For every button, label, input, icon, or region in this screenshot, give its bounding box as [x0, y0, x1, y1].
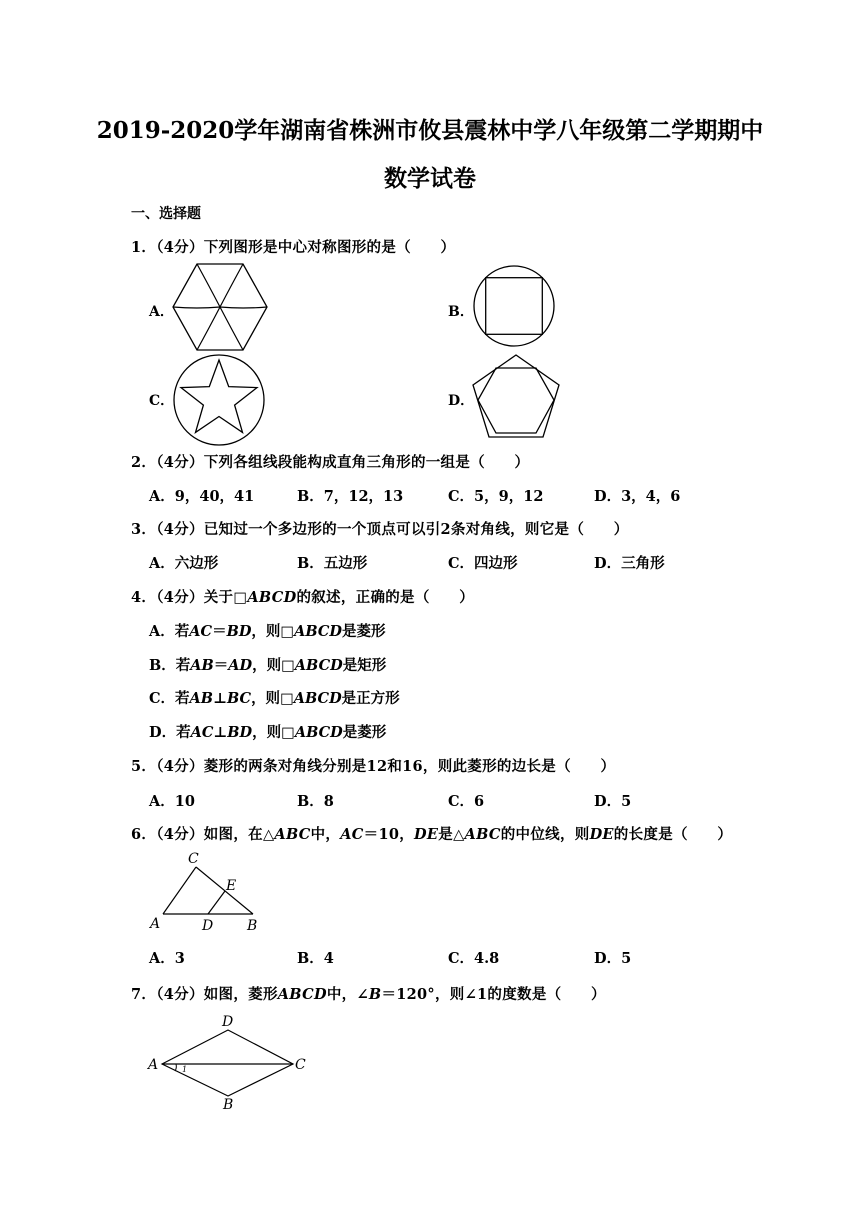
- option-a: A．若AC＝BD，则□ABCD是菱形: [149, 623, 386, 640]
- point-label-c: C: [188, 851, 199, 867]
- question-score: （4分）: [156, 758, 204, 775]
- question-3: [131, 518, 629, 539]
- option-a: A．10: [149, 793, 195, 810]
- option-a: A．9，40，41: [149, 488, 255, 505]
- question-number: 2．: [131, 454, 157, 471]
- option-b: B．7，12，13: [297, 488, 404, 505]
- hexagon-with-arcs-figure: [170, 262, 270, 352]
- option-d: D．若AC⊥BD，则□ABCD是菱形: [149, 724, 387, 741]
- vertex-label-d: D: [222, 1014, 234, 1030]
- point-label-d: D: [202, 918, 214, 934]
- question-stem: 下列各组线段能构成直角三角形的一组是（ ）: [203, 454, 530, 471]
- option-label: A．: [149, 304, 174, 320]
- question-5: [131, 755, 615, 776]
- option-a: A．3: [149, 950, 185, 967]
- option-b: B．五边形: [297, 555, 368, 572]
- vertex-label-c: C: [295, 1057, 306, 1073]
- option-d: D．3，4，6: [594, 488, 681, 505]
- question-stem: 已知过一个多边形的一个顶点可以引2条对角线，则它是（ ）: [203, 521, 629, 538]
- question-1: [131, 236, 455, 257]
- square-in-circle-figure: [472, 264, 556, 348]
- exam-title-line1: 2019-2020学年湖南省株洲市攸县震林中学八年级第二学期期中: [96, 117, 764, 144]
- option-c: C．若AB⊥BC，则□ABCD是正方形: [149, 690, 400, 707]
- hexagon-in-pentagon-figure: [470, 353, 562, 439]
- point-label-e: E: [226, 878, 237, 894]
- option-c: C．5，9，12: [448, 488, 544, 505]
- point-label-b: B: [247, 918, 258, 934]
- option-a: A．六边形: [149, 555, 219, 572]
- rhombus-figure: [146, 1010, 316, 1113]
- question-4: 4．（4分）关于□ABCD的叙述，正确的是（ ）: [131, 589, 475, 606]
- point-label-a: A: [150, 916, 161, 932]
- question-score: （4分）: [156, 239, 204, 256]
- question-score: （4分）: [156, 521, 204, 538]
- question-number: 3．: [131, 521, 157, 538]
- angle-label-1: 1: [182, 1065, 188, 1074]
- question-stem: 菱形的两条对角线分别是12和16，则此菱形的边长是（ ）: [203, 758, 616, 775]
- question-6: 6．（4分）如图，在△ABC中，AC＝10，DE是△ABC的中位线，则DE的长度是（ ）: [131, 826, 733, 843]
- option-b: B．4: [297, 950, 334, 967]
- question-stem: 下列图形是中心对称图形的是（ ）: [203, 239, 456, 256]
- option-d: D．三角形: [594, 555, 665, 572]
- option-label: D．: [448, 393, 475, 409]
- star-in-circle-figure: [172, 353, 266, 447]
- triangle-midline-figure: [150, 850, 270, 934]
- exam-title-line2: 数学试卷: [384, 165, 476, 192]
- option-label: C．: [149, 393, 175, 409]
- vertex-label-a: A: [148, 1057, 159, 1073]
- option-c: C．6: [448, 793, 485, 810]
- question-number: 5．: [131, 758, 157, 775]
- option-b: B．8: [297, 793, 334, 810]
- option-b: B．若AB＝AD，则□ABCD是矩形: [149, 657, 387, 674]
- option-c: C．四边形: [448, 555, 518, 572]
- vertex-label-b: B: [223, 1097, 234, 1113]
- question-score: （4分）: [156, 454, 204, 471]
- question-7: 7．（4分）如图，菱形ABCD中，∠B＝120°，则∠1的度数是（ ）: [131, 986, 606, 1003]
- option-label: B．: [448, 304, 474, 320]
- option-c: C．4.8: [448, 950, 500, 967]
- section-heading: 一、选择题: [131, 206, 201, 222]
- option-d: D．5: [594, 950, 632, 967]
- question-2: [131, 451, 529, 472]
- question-number: 1．: [131, 239, 157, 256]
- option-d: D．5: [594, 793, 632, 810]
